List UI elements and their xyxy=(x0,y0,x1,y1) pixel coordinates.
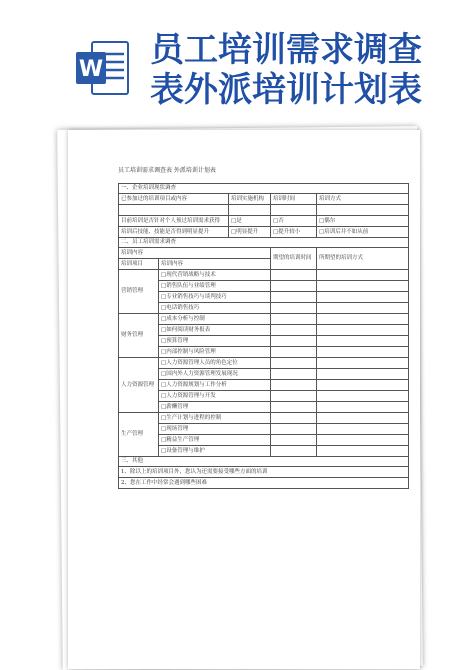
s1-input-time[interactable] xyxy=(271,205,317,216)
list-item[interactable]: □现代营销战略与技术 xyxy=(159,270,271,281)
s1-input-method[interactable] xyxy=(317,205,409,216)
list-item[interactable]: □专业销售技巧与谈判技巧 xyxy=(159,292,271,303)
list-item[interactable]: □国内外人力资源管理发展现况 xyxy=(159,369,271,380)
s1-row3-option-2[interactable]: □提升较小 xyxy=(271,227,317,238)
group-marketing: 营销管理 xyxy=(119,270,159,314)
survey-table xyxy=(118,183,409,489)
section3-header: 三、其他 xyxy=(119,457,409,467)
group-production: 生产管理 xyxy=(119,413,159,457)
s1-row2-option-yes[interactable]: □是 xyxy=(229,216,271,227)
s1-col-method: 培训方式 xyxy=(317,194,409,205)
list-item[interactable]: □人力资源管理人员的角色定位 xyxy=(159,358,271,369)
list-item[interactable]: □现场管理 xyxy=(159,424,271,435)
list-item[interactable]: □精益生产管理 xyxy=(159,435,271,446)
question-1[interactable]: 1、除以上的培训项目外，您认为还需要接受哪些方面的培训 xyxy=(119,467,409,478)
s1-row3-option-1[interactable]: □明显提升 xyxy=(229,227,271,238)
list-item[interactable]: □如何阅读财务报表 xyxy=(159,325,271,336)
s1-row2-option-no[interactable]: □否 xyxy=(271,216,317,227)
s2-head-time: 期望的培训时间 xyxy=(271,248,317,270)
s2-col-item: 培训项目 xyxy=(119,259,159,270)
question-2[interactable]: 2、您在工作中经常会遇到哪些困难 xyxy=(119,478,409,489)
list-item[interactable]: □电话销售技巧 xyxy=(159,303,271,314)
word-doc-icon xyxy=(74,38,130,98)
list-item[interactable]: □薪酬管理 xyxy=(159,402,271,413)
s2-head-method: 所期望的培训方式 xyxy=(317,248,409,270)
svg-text:W: W xyxy=(78,57,104,82)
list-item[interactable]: □生产计划与进程的控制 xyxy=(159,413,271,424)
s2-col-content: 培训内容 xyxy=(159,259,271,270)
s1-input-institution[interactable] xyxy=(229,205,271,216)
s2-head-label: 培训内容 xyxy=(119,248,271,259)
list-item[interactable]: □预算管理 xyxy=(159,336,271,347)
s1-col-institution: 培训实施机构 xyxy=(229,194,271,205)
group-finance: 财务管理 xyxy=(119,314,159,358)
group-hr: 人力资源管理 xyxy=(119,358,159,413)
list-item[interactable]: □人力资源管理与开发 xyxy=(159,391,271,402)
s1-row2-option-sometimes[interactable]: □偶尔 xyxy=(317,216,409,227)
section2-header: 二、员工培训需求调查 xyxy=(119,238,409,248)
list-item[interactable]: □销售队伍与业绩管理 xyxy=(159,281,271,292)
s1-row3-option-3[interactable]: □培训后并不如从前 xyxy=(317,227,409,238)
s1-row2-label: 目前培训是否针对个人预过培训需求获得 xyxy=(119,216,229,227)
list-item[interactable]: □内部控制与风险管理 xyxy=(159,347,271,358)
section1-header: 一、企业培训现状调查 xyxy=(119,184,409,194)
document-page xyxy=(68,130,420,669)
s1-row1-label: 已参加过的培训项目或内容 xyxy=(119,194,229,205)
s1-col-time: 培训时间 xyxy=(271,194,317,205)
banner xyxy=(0,0,474,125)
page-title-line1: 员工培训需求调查 xyxy=(150,30,422,70)
list-item[interactable]: □设备管理与维护 xyxy=(159,446,271,457)
page-title-line2: 表外派培训计划表 xyxy=(150,70,422,110)
list-item[interactable]: □成本分析与控制 xyxy=(159,314,271,325)
s1-row3-label: 培训后技能、技能是否得到明显提升 xyxy=(119,227,229,238)
document-title: 员工培训需求调查表 外派培训计划表 xyxy=(118,167,216,174)
list-item[interactable]: □人力资源规划与工作分析 xyxy=(159,380,271,391)
